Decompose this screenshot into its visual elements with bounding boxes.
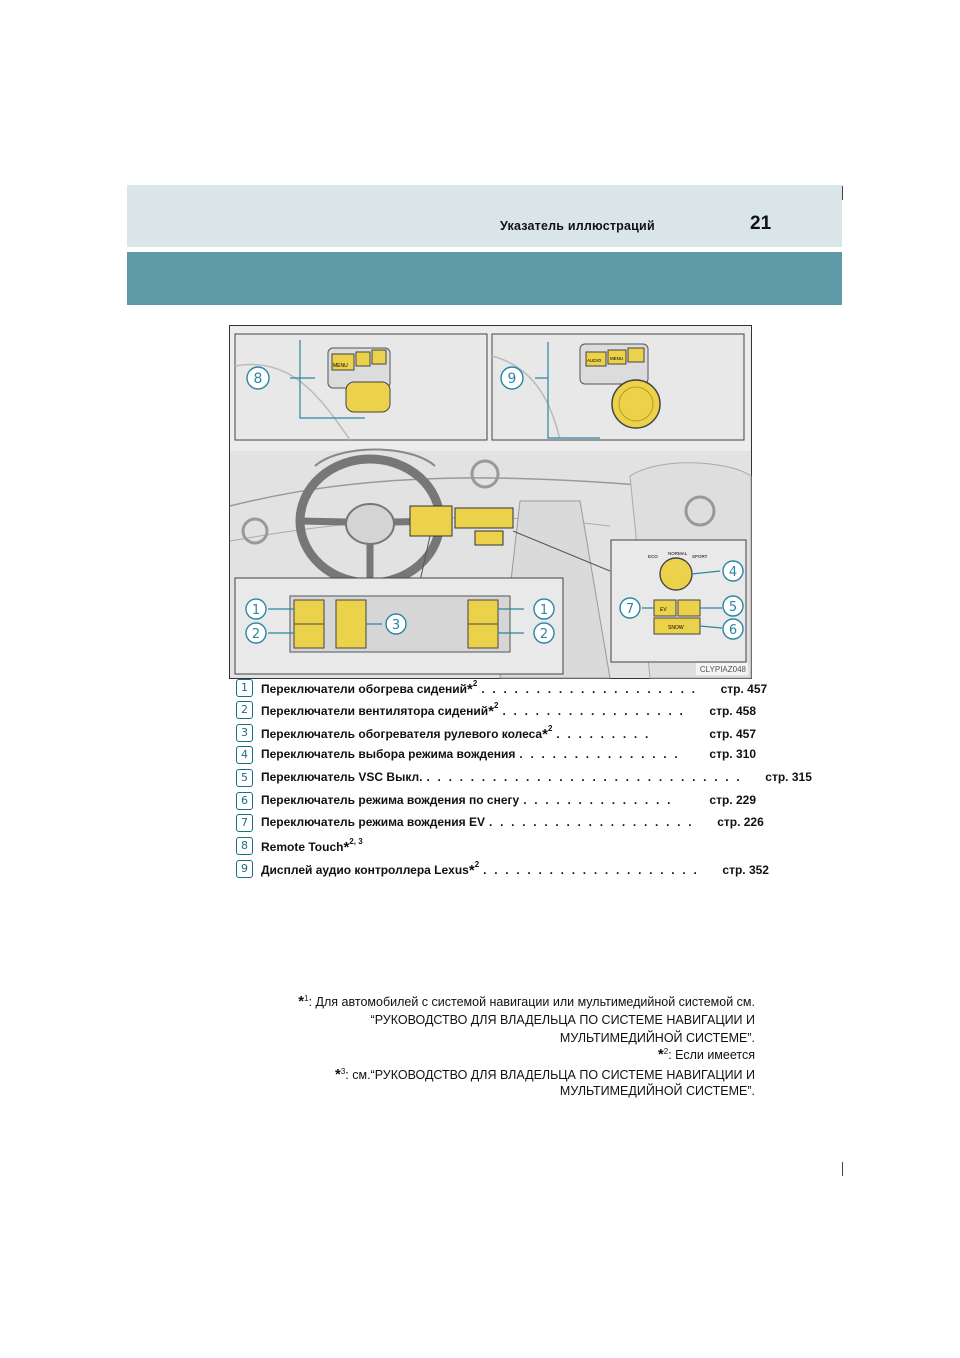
footnote-2: *$^2$: Если имеется [657,1046,755,1063]
index-item [236,836,756,856]
normal-label: NORMAL [668,551,688,556]
item-label-text: Переключатели вентилятора сидений [261,704,489,718]
leader-dots: . . . . . . . . . . . . . . . [519,747,680,761]
item-label-text: Переключатель выбора режима вождения [261,747,516,761]
item-label [261,725,552,742]
item-text [261,747,756,761]
callout-6: 6 [728,623,738,638]
item-label-text: Переключатели обогрева сидений [261,682,468,696]
page-reference[interactable]: стр. 352 [722,863,769,877]
item-text [261,725,756,742]
item-label [261,770,422,784]
item-label-text: Переключатель режима вождения EV [261,815,486,829]
crop-mark [842,186,843,200]
callout-3: 3 [391,618,401,633]
footnote-1-line2: “РУКОВОДСТВО ДЛЯ ВЛАДЕЛЬЦА ПО СИСТЕМЕ НАВИГАЦИИ И [370,1013,755,1027]
index-item [236,813,764,833]
callout-4: 4 [728,565,738,580]
footnote-3-line1: *$^3$: см.“РУКОВОДСТВО ДЛЯ ВЛАДЕЛЬЦА ПО СИСТЕМЕ НАВИГАЦИИ И [334,1066,755,1083]
page-reference[interactable]: стр. 310 [709,747,756,761]
footnote-star: * [468,862,475,879]
index-item [236,791,756,811]
callout-5: 5 [728,600,738,615]
footnote-ref: 2 [472,679,478,688]
header-band [127,185,842,247]
menu-label: MENU [333,363,348,369]
leader-dots: . . . . . . . . . . . . . . . . . . . . . . . . . . . . . [426,770,742,784]
leader-dots: . . . . . . . . . . . . . . [523,793,673,807]
footnote-1-line3: МУЛЬТИМЕДИЙНОЙ СИСТЕМЕ”. [559,1031,755,1045]
item-text [261,793,756,807]
page-number: 21 [750,213,772,234]
leader-dots: . . . . . . . . . . . . . . . . . [502,704,686,718]
callout-9: 9 [507,371,517,387]
page-reference[interactable]: стр. 226 [717,815,764,829]
item-number-badge: 5 [236,769,253,787]
item-number-badge: 1 [236,679,253,697]
footnote-ref: 2 [474,860,480,869]
item-text [261,860,769,879]
audio-label: AUDIO [587,358,602,363]
callout-2-right: 2 [539,627,549,642]
callout-1-left: 1 [251,603,261,618]
page-reference[interactable]: стр. 457 [720,682,768,696]
callout-1-right: 1 [539,603,549,618]
cabin-illustration [229,325,752,679]
index-item [236,700,756,720]
item-number-badge: 7 [236,814,253,832]
index-item [236,768,812,788]
footnote-star: * [542,726,548,743]
page-reference[interactable]: стр. 315 [765,770,812,784]
item-label [261,793,519,807]
footnote-3-line2: МУЛЬТИМЕДИЙНОЙ СИСТЕМЕ”. [559,1084,755,1098]
item-text [261,770,812,784]
item-label [261,680,477,697]
item-label [261,815,485,829]
item-text [261,815,764,829]
leader-dots: . . . . . . . . . . . . . . . . . . . . [481,682,698,696]
item-label [261,747,515,761]
section-bar [127,252,842,305]
menu-label-2: MENU [610,356,624,361]
callout-2-left: 2 [251,627,261,642]
item-text [261,702,756,719]
footnote-star: * [343,839,350,856]
item-label [261,702,498,719]
ev-label: EV [660,607,667,613]
footnote-ref: 2 [494,701,499,710]
leader-dots: . . . . . . . . . [556,727,651,741]
leader-dots: . . . . . . . . . . . . . . . . . . . [489,815,694,829]
item-label-text: Remote Touch [261,840,344,854]
item-label [261,861,479,878]
index-item [236,859,769,879]
item-number-badge: 3 [236,724,253,742]
leader-dots: . . . . . . . . . . . . . . . . . . . . [483,863,699,877]
index-item [236,745,756,765]
figure-code: CLYPIAZ048 [699,665,746,674]
callout-8: 8 [253,371,263,387]
item-label [261,838,363,855]
item-label-text: Переключатель обогревателя рулевого колеса [261,727,543,741]
item-text [261,679,768,698]
index-item [236,723,756,743]
eco-label: ECO [648,554,658,559]
page-reference[interactable]: стр. 229 [709,793,756,807]
item-number-badge: 8 [236,837,253,855]
item-number-badge: 6 [236,792,253,810]
crop-mark [842,1162,843,1176]
item-text [261,838,756,855]
item-number-badge: 9 [236,860,253,878]
footnote-star: * [467,681,473,698]
item-label-text: Переключатель режима вождения по снегу [261,793,520,807]
footnote-ref: 2 [547,724,553,733]
snow-label: SNOW [668,625,684,631]
page-reference[interactable]: стр. 458 [709,704,756,718]
page-reference[interactable]: стр. 457 [709,727,756,741]
sport-label: SPORT [692,554,708,559]
item-label-text: Дисплей аудио контроллера Lexus [261,863,469,877]
item-number-badge: 4 [236,746,253,764]
item-number-badge: 2 [236,701,253,719]
item-label-text: Переключатель VSC Выкл. [261,770,423,784]
callout-7: 7 [625,602,635,617]
footnote-1-line1: *$^1$: Для автомобилей с системой навигации или мультимедийной системой см. [298,993,755,1010]
page-header-title: Указатель иллюстраций [500,219,655,233]
footnote-ref: 2, 3 [349,837,363,846]
index-item [236,678,768,698]
footnote-star: * [488,703,494,720]
